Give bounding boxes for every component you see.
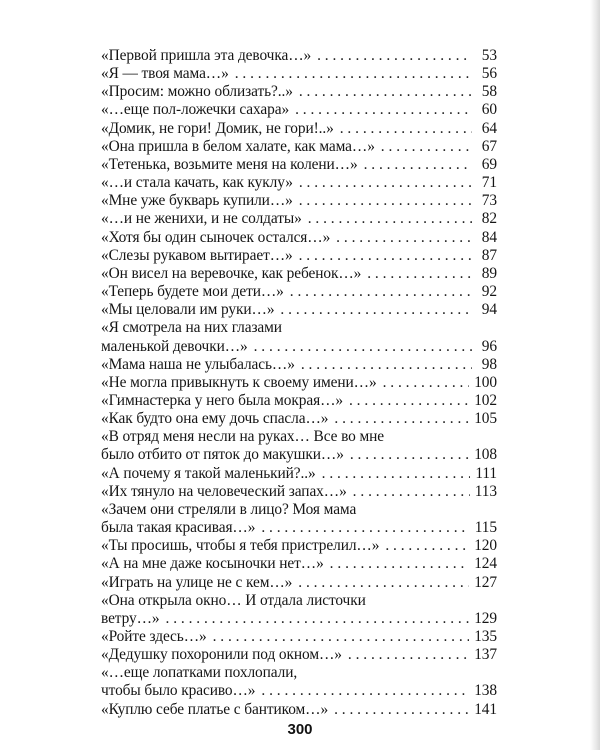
toc-entry-page: 105: [474, 410, 497, 428]
dot-leader: [367, 265, 472, 283]
toc-entry-title-line: «Куплю себе платье с бантиком…»: [101, 700, 329, 718]
toc-entry: [101, 555, 497, 573]
table-of-contents: [101, 47, 497, 719]
toc-entry-page: 71: [481, 174, 497, 192]
toc-entry-row: [101, 301, 497, 319]
toc-entry-title-line: «Мы целовали им руки…»: [101, 301, 275, 319]
toc-entry-row: [101, 574, 497, 592]
toc-entry: [101, 265, 497, 283]
dot-leader: [364, 156, 472, 174]
toc-entry-page: 102: [474, 391, 497, 409]
toc-entry-title-line: «Слезы рукавом вытирает…»: [101, 246, 293, 264]
toc-entry-title-line: «…еще лопатками похлопали,: [101, 664, 298, 682]
toc-entry-page: 89: [481, 264, 497, 282]
dot-leader: [330, 555, 470, 573]
toc-entry-row: [101, 374, 497, 392]
toc-entry-title-line: «Хотя бы один сыночек остался…»: [101, 228, 331, 246]
toc-entry: [101, 574, 497, 592]
toc-entry-title-line: «Первой пришла эта девочка…»: [101, 47, 312, 64]
toc-entry: [101, 319, 497, 355]
toc-entry-page: 56: [481, 65, 497, 83]
dot-leader: [213, 628, 470, 646]
toc-entry-row: [101, 192, 497, 210]
toc-entry-title-line: «Как будто она ему дочь спасла…»: [101, 410, 329, 428]
toc-entry-row: [101, 446, 497, 464]
toc-entry: [101, 120, 497, 138]
toc-entry-page: 137: [474, 646, 497, 664]
toc-entry-row: [101, 156, 497, 174]
toc-entry: [101, 156, 497, 174]
toc-entry-title-line: «Мама наша не улыбалась…»: [101, 355, 295, 373]
page-edge-shadow: [590, 0, 600, 750]
dot-leader: [353, 483, 470, 501]
toc-entry-page: 84: [481, 228, 497, 246]
toc-entry-page: 53: [481, 47, 497, 64]
toc-entry-row: [101, 465, 497, 483]
dot-leader: [334, 410, 469, 428]
toc-entry-page: 135: [474, 628, 497, 645]
toc-entry-page: 67: [481, 137, 497, 155]
toc-entry: [101, 410, 497, 428]
toc-entry: [101, 392, 497, 410]
dot-leader: [340, 120, 472, 138]
toc-entry-title-line: «…и не женихи, и не солдаты»: [101, 210, 302, 228]
toc-entry-row: [101, 265, 497, 283]
toc-entry-title-line: «Теперь будете мои дети…»: [101, 283, 284, 301]
toc-entry: [101, 501, 497, 537]
toc-entry: [101, 47, 497, 65]
dot-leader: [290, 283, 472, 301]
dot-leader: [317, 47, 472, 65]
toc-entry-row: [101, 83, 497, 101]
dot-leader: [383, 374, 470, 392]
toc-entry-page: 100: [474, 373, 497, 391]
dot-leader: [301, 356, 472, 374]
toc-entry-row: [101, 120, 497, 138]
toc-entry-title-line: «Не могла привыкнуть к своему имени…»: [101, 373, 377, 391]
toc-entry: [101, 138, 497, 156]
toc-entry-page: 69: [481, 155, 497, 173]
toc-entry-page: 94: [481, 301, 497, 319]
toc-entry-row: [101, 519, 497, 537]
toc-entry: [101, 628, 497, 646]
toc-entry: [101, 174, 497, 192]
toc-entry-title-line: «Просим: можно облизать?..»: [101, 83, 293, 101]
toc-entry-row: [101, 229, 497, 247]
toc-entry-row: [101, 682, 497, 700]
toc-entry-page: 92: [481, 283, 497, 301]
dot-leader: [322, 465, 471, 483]
toc-entry: [101, 301, 497, 319]
dot-leader: [254, 338, 472, 356]
dot-leader: [235, 65, 472, 83]
toc-entry-row: [101, 174, 497, 192]
toc-entry-title-line: «…и стала качать, как куклу»: [101, 174, 293, 192]
toc-entry-title-line: «Ты просишь, чтобы я тебя пристрелил…»: [101, 537, 380, 555]
toc-entry: [101, 701, 497, 719]
toc-entry-page: 115: [474, 519, 497, 537]
toc-entry-page: 111: [475, 464, 497, 482]
toc-entry-title-line: «Я — твоя мама…»: [101, 65, 229, 83]
toc-entry-title-line: «Я смотрела на них глазами: [101, 319, 282, 337]
toc-entry-page: 98: [481, 355, 497, 373]
toc-entry-title-line: «Их тянуло на человеческий запах…»: [101, 482, 347, 500]
toc-entry-row: [101, 701, 497, 719]
toc-entry-title-line: «Тетенька, возьмите меня на колени…»: [101, 155, 358, 173]
toc-entry-row: [101, 47, 497, 65]
toc-entry-page: 138: [474, 682, 497, 700]
toc-entry-title-line: «В отряд меня несли на руках… Все во мне: [101, 428, 385, 446]
toc-entry: [101, 664, 497, 700]
toc-entry-title-line: «А на мне даже косыночки нет…»: [101, 555, 324, 573]
toc-entry-title-line: «Дедушку похоронили под окном…»: [101, 646, 342, 664]
toc-entry-title-line: «Зачем они стреляли в лицо? Моя мама: [101, 500, 357, 518]
toc-entry-title-line: «Ройте здесь…»: [101, 628, 207, 645]
dot-leader: [336, 229, 472, 247]
toc-entry-row: [101, 610, 497, 628]
toc-entry: [101, 465, 497, 483]
dot-leader: [298, 574, 469, 592]
toc-entry-title-line: «Играть на улице не с кем…»: [101, 573, 293, 591]
dot-leader: [261, 682, 469, 700]
toc-entry-row: [101, 65, 497, 83]
toc-entry: [101, 192, 497, 210]
toc-entry-row: [101, 356, 497, 374]
toc-entry: [101, 247, 497, 265]
toc-entry-title-line: ветру…»: [101, 609, 160, 627]
toc-entry-page: 82: [481, 210, 497, 228]
toc-entry-title-line: «…еще пол-ложечки сахара»: [101, 101, 290, 119]
toc-entry: [101, 210, 497, 228]
toc-entry-title-line: «Она открыла окно… И отдала листочки: [101, 591, 366, 609]
toc-entry-title-line: была такая красивая…»: [101, 519, 256, 537]
toc-entry: [101, 537, 497, 555]
toc-entry-page: 58: [481, 83, 497, 101]
dot-leader: [308, 210, 472, 228]
toc-entry-title-line: «А почему я такой маленький?..»: [101, 464, 316, 482]
dot-leader: [295, 101, 472, 119]
toc-entry-page: 120: [474, 537, 497, 555]
toc-entry: [101, 101, 497, 119]
toc-entry-row: [101, 247, 497, 265]
toc-entry-page: 113: [474, 482, 497, 500]
toc-entry-row: [101, 138, 497, 156]
toc-entry-title-line: «Мне уже букварь купили…»: [101, 192, 293, 210]
dot-leader: [299, 247, 472, 265]
toc-entry: [101, 65, 497, 83]
toc-entry: [101, 592, 497, 628]
toc-entry-page: 127: [474, 573, 497, 591]
toc-entry-title-line: маленькой девочки…»: [101, 337, 248, 355]
page-number: 300: [287, 721, 313, 738]
toc-entry-row: [101, 338, 497, 356]
toc-entry-row: [101, 555, 497, 573]
toc-entry: [101, 283, 497, 301]
toc-entry-title-line: «Она пришла в белом халате, как мама…»: [101, 137, 375, 155]
toc-entry-row: [101, 410, 497, 428]
dot-leader: [299, 192, 472, 210]
dot-leader: [299, 83, 472, 101]
toc-entry-row: [101, 628, 497, 646]
toc-entry-title-line: было отбито от пяток до макушки…»: [101, 446, 344, 464]
toc-entry-page: 64: [481, 119, 497, 137]
toc-entry-page: 141: [474, 700, 497, 718]
toc-entry: [101, 428, 497, 464]
toc-entry-page: 124: [474, 555, 497, 573]
dot-leader: [166, 610, 470, 628]
dot-leader: [350, 446, 469, 464]
dot-leader: [334, 701, 469, 719]
toc-entry-page: 96: [481, 337, 497, 355]
toc-entry-row: [101, 392, 497, 410]
toc-entry-row: [101, 483, 497, 501]
toc-entry-page: 60: [481, 101, 497, 119]
toc-entry-row: [101, 537, 497, 555]
toc-entry: [101, 229, 497, 247]
toc-entry-title-line: «Он висел на веревочке, как ребенок…»: [101, 264, 362, 282]
toc-entry-row: [101, 210, 497, 228]
dot-leader: [299, 174, 472, 192]
toc-entry-row: [101, 283, 497, 301]
toc-entry: [101, 646, 497, 664]
toc-entry-page: 108: [474, 446, 497, 464]
toc-entry-title-line: «Домик, не гори! Домик, не гори!..»: [101, 119, 334, 137]
dot-leader: [348, 646, 469, 664]
dot-leader: [280, 301, 472, 319]
toc-entry-row: [101, 646, 497, 664]
toc-entry: [101, 483, 497, 501]
toc-entry: [101, 83, 497, 101]
toc-entry-title-line: чтобы было красиво…»: [101, 682, 256, 700]
toc-entry-page: 129: [474, 609, 497, 627]
dot-leader: [261, 519, 469, 537]
dot-leader: [349, 392, 469, 410]
toc-entry: [101, 374, 497, 392]
dot-leader: [381, 138, 472, 156]
dot-leader: [385, 537, 469, 555]
toc-entry-page: 87: [481, 246, 497, 264]
toc-entry-page: 73: [481, 192, 497, 210]
toc-entry-title-line: «Гимнастерка у него была мокрая…»: [101, 391, 343, 409]
toc-entry: [101, 356, 497, 374]
toc-entry-row: [101, 101, 497, 119]
